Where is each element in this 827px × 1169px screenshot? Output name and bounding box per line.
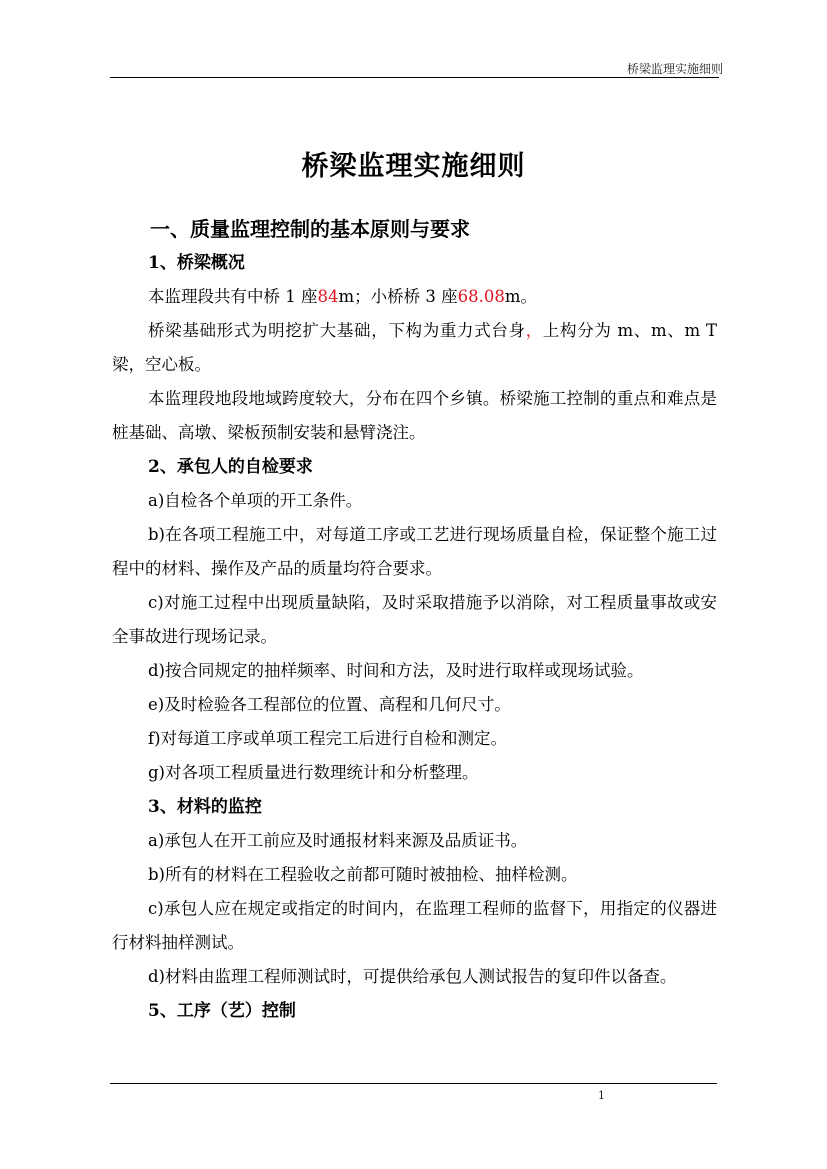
document-title: 桥梁监理实施细则: [301, 151, 526, 182]
list-item: a)承包人在开工前应及时通报材料来源及品质证书。: [148, 831, 528, 850]
list-item: g)对各项工程质量进行数理统计和分析整理。: [148, 763, 479, 782]
section-heading: 一、质量监理控制的基本原则与要求: [150, 217, 470, 241]
text-run: 桥梁基础形式为明挖扩大基础，下构为重力式台身: [148, 321, 526, 340]
list-item: d)按合同规定的抽样频率、时间和方法，及时进行取样或现场试验。: [148, 661, 644, 680]
highlight-value: 68.08: [457, 287, 505, 306]
list-item: a)自检各个单项的开工条件。: [148, 491, 363, 510]
running-header: 桥梁监理实施细则: [626, 62, 723, 76]
list-item: c)承包人应在规定或指定的时间内，在监理工程师的监督下，用指定的仪器进行材料抽样测试。: [112, 899, 717, 952]
list-item: b)在各项工程施工中，对每道工序或工艺进行现场质量自检，保证整个施工过程中的材料、操作及产品的质量均符合要求。: [112, 525, 717, 578]
text-run: m；小桥桥 3 座: [338, 287, 458, 306]
subsection-heading-materials: 3、材料的监控: [148, 797, 262, 817]
paragraph-foundation: [112, 314, 717, 382]
subsection-heading-overview: 1、桥梁概况: [148, 253, 245, 273]
list-item: e)及时检验各工程部位的位置、高程和几何尺寸。: [148, 695, 511, 714]
page-number: 1: [598, 1089, 605, 1102]
footer-divider: [110, 1083, 717, 1084]
header-divider: [110, 77, 719, 78]
paragraph-key-points: 本监理段地段地域跨度较大，分布在四个乡镇。桥梁施工控制的重点和难点是桩基础、高墩、梁板预制安装和悬臂浇注。: [112, 389, 717, 442]
text-run: 上构分为 m、m、m T 梁，空心板。: [112, 321, 718, 374]
list-item: f)对每道工序或单项工程完工后进行自检和测定。: [148, 729, 508, 748]
subsection-heading-process: 5、工序（艺）控制: [148, 1001, 296, 1021]
highlight-value: 84: [317, 287, 339, 306]
paragraph-bridge-count: [112, 280, 717, 314]
list-item: b)所有的材料在工程验收之前都可随时被抽检、抽样检测。: [148, 865, 578, 884]
highlight-comma: ，: [525, 321, 543, 340]
document-body: [112, 212, 717, 1028]
list-item: c)对施工过程中出现质量缺陷，及时采取措施予以消除，对工程质量事故或安全事故进行现场记录。: [112, 593, 717, 646]
subsection-heading-self-check: 2、承包人的自检要求: [148, 457, 313, 477]
text-run: 本监理段共有中桥 1 座: [148, 287, 318, 306]
list-item: d)材料由监理工程师测试时，可提供给承包人测试报告的复印件以备查。: [148, 967, 677, 986]
text-run: m。: [504, 287, 538, 306]
